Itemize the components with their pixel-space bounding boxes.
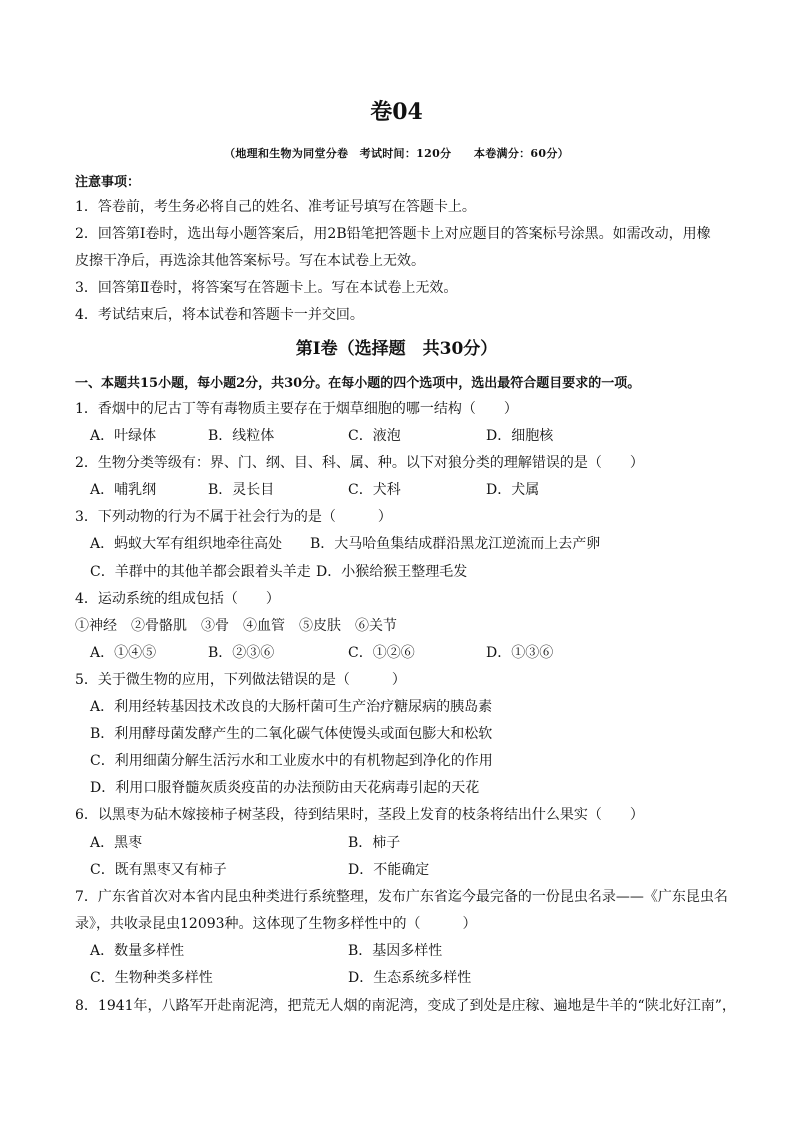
option-b: B．柿子 xyxy=(348,835,401,851)
option-c: C．①②⑥ xyxy=(348,645,415,661)
question-substem: ①神经 ②骨骼肌 ③骨 ④血管 ⑤皮肤 ⑥关节 xyxy=(75,618,397,634)
option-a: A．叶绿体 xyxy=(90,428,157,444)
notice-item: 1．答卷前，考生务必将自己的姓名、准考证号填写在答题卡上。 xyxy=(75,199,476,215)
option-b: B．线粒体 xyxy=(208,428,275,444)
question-stem: 7．广东省首次对本省内昆虫种类进行系统整理，发布广东省迄今最完备的一份昆虫名录——《广东昆虫名 xyxy=(75,889,728,905)
option-a: A．利用经转基因技术改良的大肠杆菌可生产治疗糖尿病的胰岛素 xyxy=(90,699,493,715)
question-stem: 4．运动系统的组成包括（ ） xyxy=(75,591,280,607)
option-a: A．数量多样性 xyxy=(90,943,185,959)
option-c: C．羊群中的其他羊都会跟着头羊走 xyxy=(90,564,311,580)
option-b: B．②③⑥ xyxy=(208,645,275,661)
option-b: B．大马哈鱼集结成群沿黑龙江逆流而上去产卵 xyxy=(310,536,601,552)
section-title: 第Ⅰ卷（选择题 共30分） xyxy=(295,339,498,359)
option-a: A．黑枣 xyxy=(90,835,143,851)
option-c: C．生物种类多样性 xyxy=(90,970,213,986)
option-d: D．①③⑥ xyxy=(486,645,554,661)
exam-title: 卷04 xyxy=(370,99,423,125)
option-d: D．利用口服脊髓灰质炎疫苗的办法预防由天花病毒引起的天花 xyxy=(90,780,480,796)
question-stem: 2．生物分类等级有：界、门、纲、目、科、属、种。以下对狼分类的理解错误的是（ ） xyxy=(75,455,644,471)
option-d: D．细胞核 xyxy=(486,428,554,444)
notice-item: 皮擦干净后，再选涂其他答案标号。写在本试卷上无效。 xyxy=(75,253,425,269)
section-intro: 一、本题共15小题，每小题2分，共30分。在每小题的四个选项中，选出最符合题目要求的一项。 xyxy=(75,376,641,391)
option-b: B．利用酵母菌发酵产生的二氧化碳气体使馒头或面包膨大和松软 xyxy=(90,726,493,742)
notice-item: 4．考试结束后，将本试卷和答题卡一并交回。 xyxy=(75,307,364,323)
notice-item: 2．回答第Ⅰ卷时，选出每小题答案后，用2B铅笔把答题卡上对应题目的答案标号涂黑。如需改动，用橡 xyxy=(75,226,711,242)
option-c: C．既有黑枣又有柿子 xyxy=(90,862,227,878)
option-c: C．液泡 xyxy=(348,428,401,444)
option-d: D．生态系统多样性 xyxy=(348,970,472,986)
notice-item: 3．回答第Ⅱ卷时，将答案写在答题卡上。写在本试卷上无效。 xyxy=(75,280,458,296)
question-stem-continued: 录》，共收录昆虫12093种。这体现了生物多样性中的（ ） xyxy=(75,916,477,932)
question-stem: 1．香烟中的尼古丁等有毒物质主要存在于烟草细胞的哪一结构（ ） xyxy=(75,401,518,417)
question-stem: 8．1941年，八路军开赴南泥湾，把荒无人烟的南泥湾，变成了到处是庄稼、遍地是牛羊的“陕北好江南”， xyxy=(75,998,736,1014)
option-c: C．犬科 xyxy=(348,482,401,498)
option-d: D．不能确定 xyxy=(348,862,430,878)
option-b: B．基因多样性 xyxy=(348,943,443,959)
option-a: A．①④⑤ xyxy=(90,645,157,661)
option-b: B．灵长目 xyxy=(208,482,275,498)
question-stem: 6．以黑枣为砧木嫁接柿子树茎段，待到结果时，茎段上发育的枝条将结出什么果实（ ） xyxy=(75,807,644,823)
option-c: C．利用细菌分解生活污水和工业废水中的有机物起到净化的作用 xyxy=(90,753,493,769)
option-d: D．犬属 xyxy=(486,482,540,498)
question-stem: 3．下列动物的行为不属于社会行为的是（ ） xyxy=(75,509,392,525)
option-d: D．小猴给猴王整理毛发 xyxy=(316,564,468,580)
option-a: A．蚂蚁大军有组织地牵往高处 xyxy=(90,536,283,552)
question-stem: 5．关于微生物的应用，下列做法错误的是（ ） xyxy=(75,672,406,688)
notice-heading: 注意事项： xyxy=(75,175,141,190)
option-a: A．哺乳纲 xyxy=(90,482,157,498)
exam-subtitle: （地理和生物为同堂分卷 考试时间：120分 本卷满分：60分） xyxy=(224,147,569,160)
